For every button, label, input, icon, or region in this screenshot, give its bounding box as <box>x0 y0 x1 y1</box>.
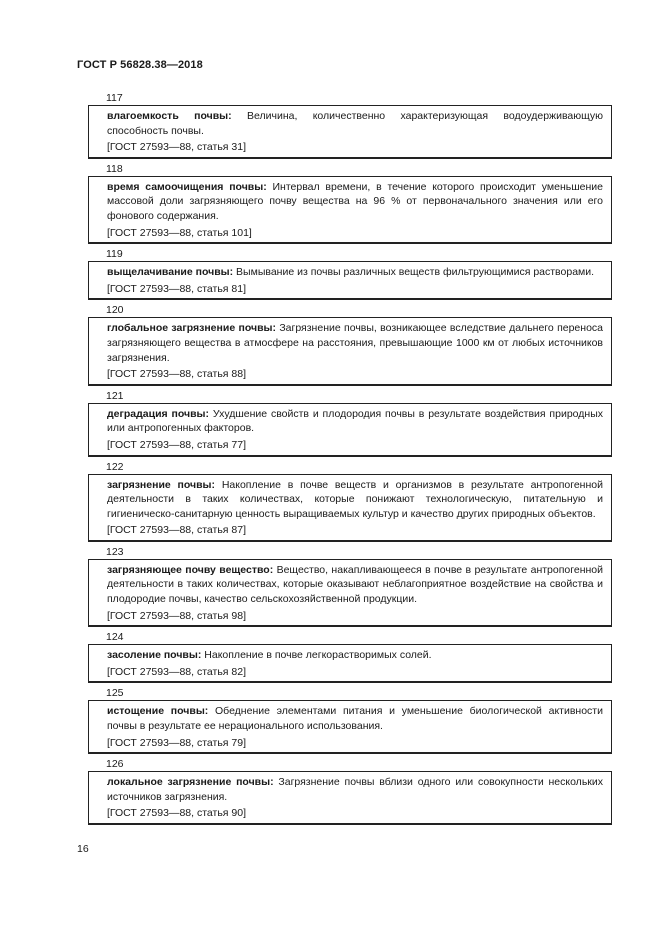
entry-reference: [ГОСТ 27593—88, статья 79] <box>107 736 246 749</box>
entry-definition <box>107 563 603 607</box>
term-entry <box>88 545 612 627</box>
entry-number: 120 <box>106 304 124 317</box>
entry-number: 126 <box>106 758 124 771</box>
term-entries <box>88 91 612 828</box>
entry-definition-text: Загрязнение почвы вблизи одного или совокупности нескольких источников загрязнения. <box>107 776 603 803</box>
entry-box <box>88 559 612 627</box>
entry-box <box>88 700 612 754</box>
page-number: 16 <box>77 843 89 855</box>
term-entry <box>88 630 612 683</box>
entry-number: 117 <box>106 92 123 104</box>
entry-definition-text: Накопление в почве веществ и организмов в результате антропогенной деятельности в таких количествах, которые понижают технологическую, питательную и гигиеническо-санитарную ценность выращиваемых культур и качество других природных объектов. <box>107 478 603 520</box>
entry-reference: [ГОСТ 27593—88, статья 87] <box>107 524 246 537</box>
entry-definition-text: Вещество, накапливающееся в почве в результате антропогенной деятельности в таких количествах, которые оказывают неблагоприятное воздействие на свойства и плодородие почвы, качество сельскохозяйственной продукции. <box>107 563 604 606</box>
entry-term: загрязнение почвы: <box>107 478 216 491</box>
entry-term: деградация почвы: <box>107 407 210 420</box>
term-entry <box>88 686 612 754</box>
entry-definition <box>107 407 603 436</box>
entry-number: 118 <box>106 162 123 175</box>
entry-term: локальное загрязнение почвы: <box>107 776 274 789</box>
entry-box <box>88 403 612 457</box>
entry-definition <box>107 109 603 138</box>
term-entry <box>88 162 612 244</box>
entry-definition <box>107 478 603 522</box>
entry-reference: [ГОСТ 27593—88, статья 101] <box>107 226 252 239</box>
entry-definition <box>107 180 603 224</box>
entry-reference: [ГОСТ 27593—88, статья 77] <box>107 438 246 451</box>
term-entry <box>88 389 612 457</box>
term-entry <box>88 91 612 159</box>
entry-number: 122 <box>106 460 124 473</box>
entry-definition-text: Загрязнение почвы, возникающее вследствие дальнего переноса загрязняющего вещества в атмосфере на расстояния, превышающие 1000 км от любых источников загрязнения. <box>107 322 603 364</box>
term-entry <box>88 303 612 385</box>
entry-definition-text: Накопление в почве легкорастворимых солей. <box>201 649 432 662</box>
term-entry <box>88 247 612 300</box>
entry-definition-text: Величина, количественно характеризующая водоудерживающую способность почвы. <box>107 110 603 137</box>
entry-term: время самоочищения почвы: <box>107 180 267 193</box>
entry-definition <box>107 704 603 733</box>
entry-reference: [ГОСТ 27593—88, статья 31] <box>107 141 246 154</box>
entry-number: 125 <box>106 687 124 700</box>
entry-term: загрязняющее почву вещество: <box>107 563 274 576</box>
entry-box <box>88 176 612 244</box>
entry-box <box>88 261 612 300</box>
entry-number: 123 <box>106 545 124 558</box>
entry-reference: [ГОСТ 27593—88, статья 82] <box>107 665 246 678</box>
entry-term: истощение почвы: <box>107 705 209 718</box>
entry-definition <box>107 321 603 365</box>
entry-number: 121 <box>106 389 124 402</box>
entry-reference: [ГОСТ 27593—88, статья 90] <box>107 807 246 820</box>
entry-term: засоление почвы: <box>107 649 202 662</box>
document-header: ГОСТ Р 56828.38—2018 <box>77 59 203 71</box>
entry-reference: [ГОСТ 27593—88, статья 98] <box>107 609 246 622</box>
term-entry <box>88 757 612 825</box>
entry-reference: [ГОСТ 27593—88, статья 81] <box>107 282 246 295</box>
entry-box <box>88 317 612 385</box>
entry-reference: [ГОСТ 27593—88, статья 88] <box>107 368 246 381</box>
entry-definition <box>107 648 603 663</box>
entry-number: 124 <box>106 631 124 644</box>
entry-definition-text: Вымывание из почвы различных веществ фильтрующимися растворами. <box>233 266 595 279</box>
entry-term: выщелачивание почвы: <box>107 266 234 279</box>
entry-number: 119 <box>106 248 123 261</box>
term-entry <box>88 460 612 542</box>
entry-definition-text: Интервал времени, в течение которого происходит уменьшение массовой доли загрязняющего почву вещества на 96 % от первоначального значения или его фонового содержания. <box>107 180 603 222</box>
entry-box <box>88 105 612 159</box>
entry-box <box>88 771 612 825</box>
entry-definition-text: Ухудшение свойств и плодородия почвы в результате воздействия природных или антропогенных факторов. <box>107 407 603 435</box>
entry-box <box>88 474 612 542</box>
entry-term: глобальное загрязнение почвы: <box>107 322 276 335</box>
entry-term: влагоемкость почвы: <box>107 110 232 122</box>
entry-box <box>88 644 612 683</box>
entry-definition <box>107 265 603 280</box>
entry-definition-text: Обеднение элементами питания и уменьшение биологической активности почвы в результате ее нерационального использования. <box>107 705 603 733</box>
entry-definition <box>107 775 603 804</box>
